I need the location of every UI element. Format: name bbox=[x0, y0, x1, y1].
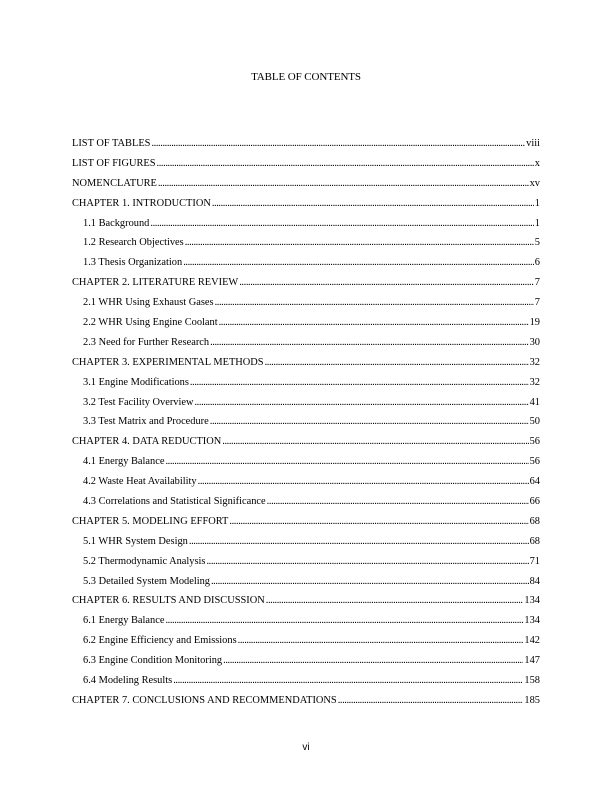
toc-dot-leader bbox=[338, 691, 524, 711]
toc-dot-leader bbox=[189, 532, 529, 552]
toc-entry-page: 68 bbox=[529, 535, 540, 547]
toc-dot-leader bbox=[212, 194, 534, 214]
toc-section-entry[interactable] bbox=[72, 214, 540, 234]
toc-dot-leader bbox=[229, 512, 528, 532]
toc-entry-label: 6.3 Engine Condition Monitoring bbox=[83, 655, 223, 667]
toc-entry-page: 19 bbox=[529, 317, 540, 329]
toc-dot-leader bbox=[185, 233, 534, 253]
toc-entry-label: CHAPTER 2. LITERATURE REVIEW bbox=[72, 277, 239, 289]
toc-entry-page: 142 bbox=[524, 635, 540, 647]
toc-entry-label: 4.2 Waste Heat Availability bbox=[83, 476, 197, 488]
toc-entry-page: 50 bbox=[529, 416, 540, 428]
toc-section-entry[interactable] bbox=[72, 472, 540, 492]
toc-dot-leader bbox=[206, 552, 528, 572]
toc-dot-leader bbox=[190, 373, 529, 393]
toc-entry-label: CHAPTER 1. INTRODUCTION bbox=[72, 197, 211, 209]
toc-list bbox=[72, 134, 540, 711]
toc-section-entry[interactable] bbox=[72, 313, 540, 333]
toc-entry-page: 66 bbox=[529, 496, 540, 508]
toc-entry-label: CHAPTER 3. EXPERIMENTAL METHODS bbox=[72, 356, 264, 368]
toc-entry-page: 7 bbox=[534, 277, 540, 289]
toc-entry-page: 56 bbox=[529, 456, 540, 468]
toc-entry-label: 6.2 Engine Efficiency and Emissions bbox=[83, 635, 237, 647]
toc-entry-page: 158 bbox=[524, 675, 540, 687]
toc-entry-page: 1 bbox=[534, 197, 540, 209]
toc-dot-leader bbox=[223, 651, 523, 671]
toc-entry-page: 5 bbox=[534, 237, 540, 249]
toc-dot-leader bbox=[173, 671, 523, 691]
toc-entry-page: 68 bbox=[529, 515, 540, 527]
toc-entry-page: 134 bbox=[524, 595, 540, 607]
toc-chapter-entry[interactable] bbox=[72, 154, 540, 174]
toc-entry-page: 6 bbox=[534, 257, 540, 269]
toc-section-entry[interactable] bbox=[72, 552, 540, 572]
toc-entry-page: 32 bbox=[529, 356, 540, 368]
toc-entry-label: 5.1 WHR System Design bbox=[83, 535, 188, 547]
toc-entry-page: 64 bbox=[529, 476, 540, 488]
toc-entry-label: 3.3 Test Matrix and Procedure bbox=[83, 416, 209, 428]
toc-entry-label: NOMENCLATURE bbox=[72, 177, 157, 189]
toc-section-entry[interactable] bbox=[72, 333, 540, 353]
toc-entry-label: 2.1 WHR Using Exhaust Gases bbox=[83, 297, 214, 309]
toc-entry-label: CHAPTER 7. CONCLUSIONS AND RECOMMENDATIONS bbox=[72, 694, 337, 706]
toc-entry-page: viii bbox=[526, 138, 540, 149]
toc-entry-label: 6.1 Energy Balance bbox=[83, 615, 165, 627]
toc-section-entry[interactable] bbox=[72, 233, 540, 253]
toc-section-entry[interactable] bbox=[72, 293, 540, 313]
toc-section-entry[interactable] bbox=[72, 253, 540, 273]
toc-entry-label: 2.2 WHR Using Engine Coolant bbox=[83, 317, 218, 329]
toc-chapter-entry[interactable] bbox=[72, 273, 540, 293]
toc-section-entry[interactable] bbox=[72, 393, 540, 413]
toc-dot-leader bbox=[222, 432, 528, 452]
toc-entry-page: 84 bbox=[529, 575, 540, 587]
toc-dot-leader bbox=[183, 253, 534, 273]
toc-chapter-entry[interactable] bbox=[72, 432, 540, 452]
toc-section-entry[interactable] bbox=[72, 373, 540, 393]
toc-chapter-entry[interactable] bbox=[72, 174, 540, 194]
toc-chapter-entry[interactable] bbox=[72, 591, 540, 611]
toc-chapter-entry[interactable] bbox=[72, 512, 540, 532]
toc-dot-leader bbox=[210, 412, 529, 432]
toc-section-entry[interactable] bbox=[72, 671, 540, 691]
toc-dot-leader bbox=[165, 452, 528, 472]
toc-dot-leader bbox=[194, 393, 528, 413]
toc-entry-page: 7 bbox=[534, 297, 540, 309]
toc-entry-label: 5.3 Detailed System Modeling bbox=[83, 575, 210, 587]
toc-dot-leader bbox=[210, 333, 529, 353]
toc-entry-page: 30 bbox=[529, 336, 540, 348]
toc-entry-label: 4.1 Energy Balance bbox=[83, 456, 165, 468]
toc-dot-leader bbox=[211, 572, 529, 592]
toc-entry-page: 56 bbox=[529, 436, 540, 448]
toc-entry-label: 1.1 Background bbox=[83, 217, 150, 229]
toc-dot-leader bbox=[157, 154, 534, 174]
toc-entry-page: 32 bbox=[529, 376, 540, 388]
toc-dot-leader bbox=[265, 353, 529, 373]
toc-chapter-entry[interactable] bbox=[72, 353, 540, 373]
toc-chapter-entry[interactable] bbox=[72, 194, 540, 214]
toc-entry-label: 1.3 Thesis Organization bbox=[83, 257, 183, 269]
toc-entry-label: 3.1 Engine Modifications bbox=[83, 376, 189, 388]
toc-entry-label: CHAPTER 6. RESULTS AND DISCUSSION bbox=[72, 595, 265, 607]
toc-dot-leader bbox=[165, 611, 523, 631]
toc-chapter-entry[interactable] bbox=[72, 134, 540, 154]
toc-entry-page: 185 bbox=[524, 694, 540, 706]
toc-entry-label: 4.3 Correlations and Statistical Significance bbox=[83, 496, 266, 508]
toc-dot-leader bbox=[198, 472, 529, 492]
toc-section-entry[interactable] bbox=[72, 611, 540, 631]
toc-chapter-entry[interactable] bbox=[72, 691, 540, 711]
toc-section-entry[interactable] bbox=[72, 412, 540, 432]
toc-entry-page: xv bbox=[529, 177, 540, 189]
toc-dot-leader bbox=[151, 134, 525, 154]
page-number: vi bbox=[302, 742, 310, 753]
toc-dot-leader bbox=[267, 492, 529, 512]
toc-entry-page: x bbox=[534, 157, 540, 169]
toc-entry-page: 1 bbox=[534, 217, 540, 229]
toc-entry-page: 134 bbox=[524, 615, 540, 627]
toc-entry-page: 147 bbox=[524, 655, 540, 667]
toc-section-entry[interactable] bbox=[72, 492, 540, 512]
toc-section-entry[interactable] bbox=[72, 631, 540, 651]
toc-dot-leader bbox=[266, 591, 524, 611]
toc-section-entry[interactable] bbox=[72, 572, 540, 592]
toc-entry-label: 2.3 Need for Further Research bbox=[83, 336, 210, 348]
toc-entry-label: 3.2 Test Facility Overview bbox=[83, 396, 194, 408]
toc-dot-leader bbox=[238, 631, 524, 651]
toc-entry-label: LIST OF FIGURES bbox=[72, 157, 156, 169]
toc-dot-leader bbox=[219, 313, 529, 333]
toc-entry-label: 6.4 Modeling Results bbox=[83, 675, 173, 687]
toc-title: TABLE OF CONTENTS bbox=[251, 71, 361, 83]
toc-entry-label: 5.2 Thermodynamic Analysis bbox=[83, 555, 206, 567]
toc-entry-label: CHAPTER 5. MODELING EFFORT bbox=[72, 515, 229, 527]
toc-section-entry[interactable] bbox=[72, 452, 540, 472]
toc-section-entry[interactable] bbox=[72, 532, 540, 552]
toc-entry-label: CHAPTER 4. DATA REDUCTION bbox=[72, 436, 222, 448]
toc-dot-leader bbox=[158, 174, 529, 194]
toc-dot-leader bbox=[150, 214, 533, 234]
toc-entry-label: LIST OF TABLES bbox=[72, 138, 151, 149]
toc-entry-page: 71 bbox=[529, 555, 540, 567]
toc-section-entry[interactable] bbox=[72, 651, 540, 671]
toc-dot-leader bbox=[239, 273, 534, 293]
toc-dot-leader bbox=[215, 293, 534, 313]
toc-entry-label: 1.2 Research Objectives bbox=[83, 237, 184, 249]
toc-entry-page: 41 bbox=[529, 396, 540, 408]
